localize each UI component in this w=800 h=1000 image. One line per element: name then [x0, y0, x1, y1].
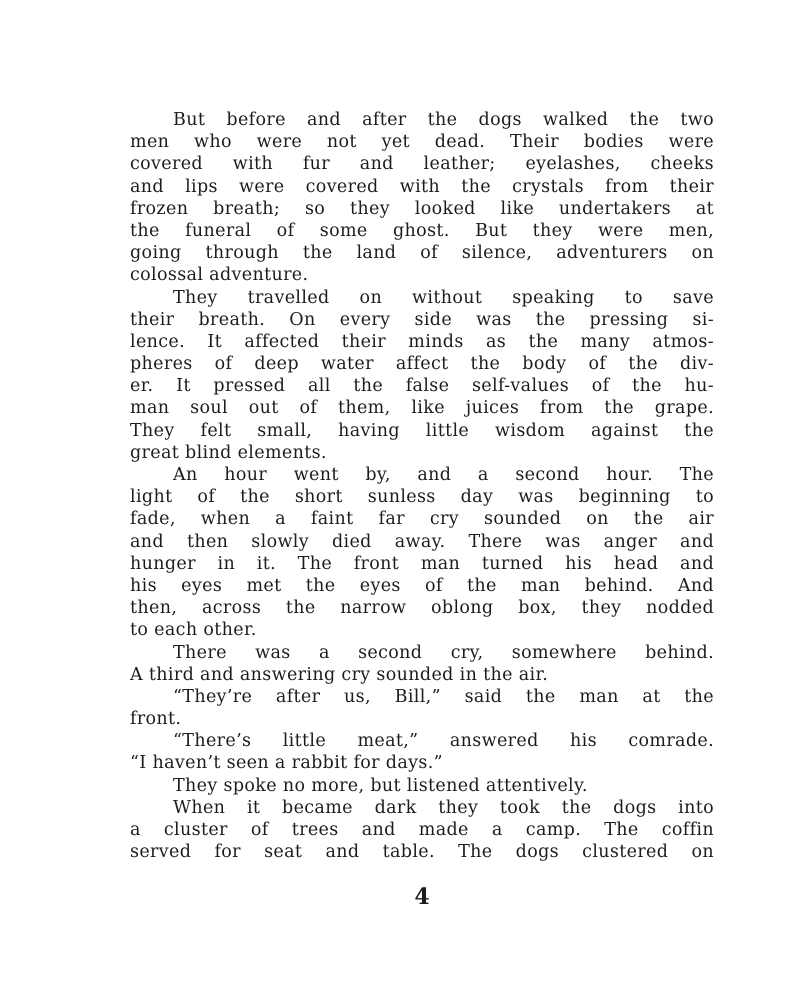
- paragraph: [130, 287, 714, 465]
- text-line: colossal adventure.: [130, 265, 309, 286]
- text-line: fade, when a faint far cry sounded on the air: [130, 509, 714, 530]
- text-line: then, across the narrow oblong box, they nodded: [130, 598, 714, 619]
- text-line: the funeral of some ghost. But they were men,: [130, 220, 714, 241]
- text-line: hunger in it. The front man turned his head and: [130, 553, 714, 574]
- text-line: pheres of deep water affect the body of the div-: [130, 354, 714, 375]
- text-line: great blind elements.: [130, 442, 327, 463]
- paragraph: [130, 775, 714, 797]
- text-line: and lips were covered with the crystals from their: [130, 176, 714, 197]
- text-line: There was a second cry, somewhere behind.: [173, 642, 714, 663]
- text-line: “I haven’t seen a rabbit for days.”: [130, 753, 443, 774]
- text-line: A third and answering cry sounded in the air.: [130, 664, 549, 685]
- text-line: They travelled on without speaking to save: [173, 287, 714, 308]
- text-line: going through the land of silence, adventurers on: [130, 243, 714, 264]
- text-line: their breath. On every side was the pressing si-: [130, 309, 714, 330]
- text-line: front.: [130, 709, 182, 730]
- text-line: “There’s little meat,” answered his comrade.: [173, 731, 714, 752]
- text-line: covered with fur and leather; eyelashes, cheeks: [130, 154, 714, 175]
- text-line: lence. It affected their minds as the many atmos-: [130, 331, 714, 352]
- text-line: men who were not yet dead. Their bodies were: [130, 132, 714, 153]
- text-line: They felt small, having little wisdom against the: [130, 420, 714, 441]
- paragraph: [130, 686, 714, 730]
- text-line: light of the short sunless day was beginning to: [130, 487, 714, 508]
- text-line: a cluster of trees and made a camp. The coffin: [130, 820, 714, 840]
- text-line: and then slowly died away. There was anger and: [130, 531, 714, 552]
- text-line: They spoke no more, but listened attentively.: [173, 775, 588, 796]
- paragraph: [130, 109, 714, 287]
- text-line: er. It pressed all the false self-values of the hu-: [130, 376, 714, 397]
- paragraph: [130, 642, 714, 686]
- page-number: 4: [414, 884, 430, 910]
- text-line: But before and after the dogs walked the two: [173, 110, 714, 130]
- paragraph: [130, 730, 714, 774]
- text-line: to each other.: [130, 620, 257, 641]
- text-line: “They’re after us, Bill,” said the man at the: [173, 686, 714, 707]
- body-text: [130, 109, 714, 863]
- text-line: his eyes met the eyes of the man behind. And: [130, 575, 714, 596]
- text-line: When it became dark they took the dogs into: [173, 797, 714, 818]
- paragraph: [130, 797, 714, 864]
- text-line: An hour went by, and a second hour. The: [173, 465, 714, 485]
- text-line: frozen breath; so they looked like undertakers at: [130, 198, 714, 219]
- text-line: man soul out of them, like juices from the grape.: [130, 398, 714, 419]
- text-line: served for seat and table. The dogs clustered on: [130, 842, 714, 863]
- paragraph: [130, 464, 714, 642]
